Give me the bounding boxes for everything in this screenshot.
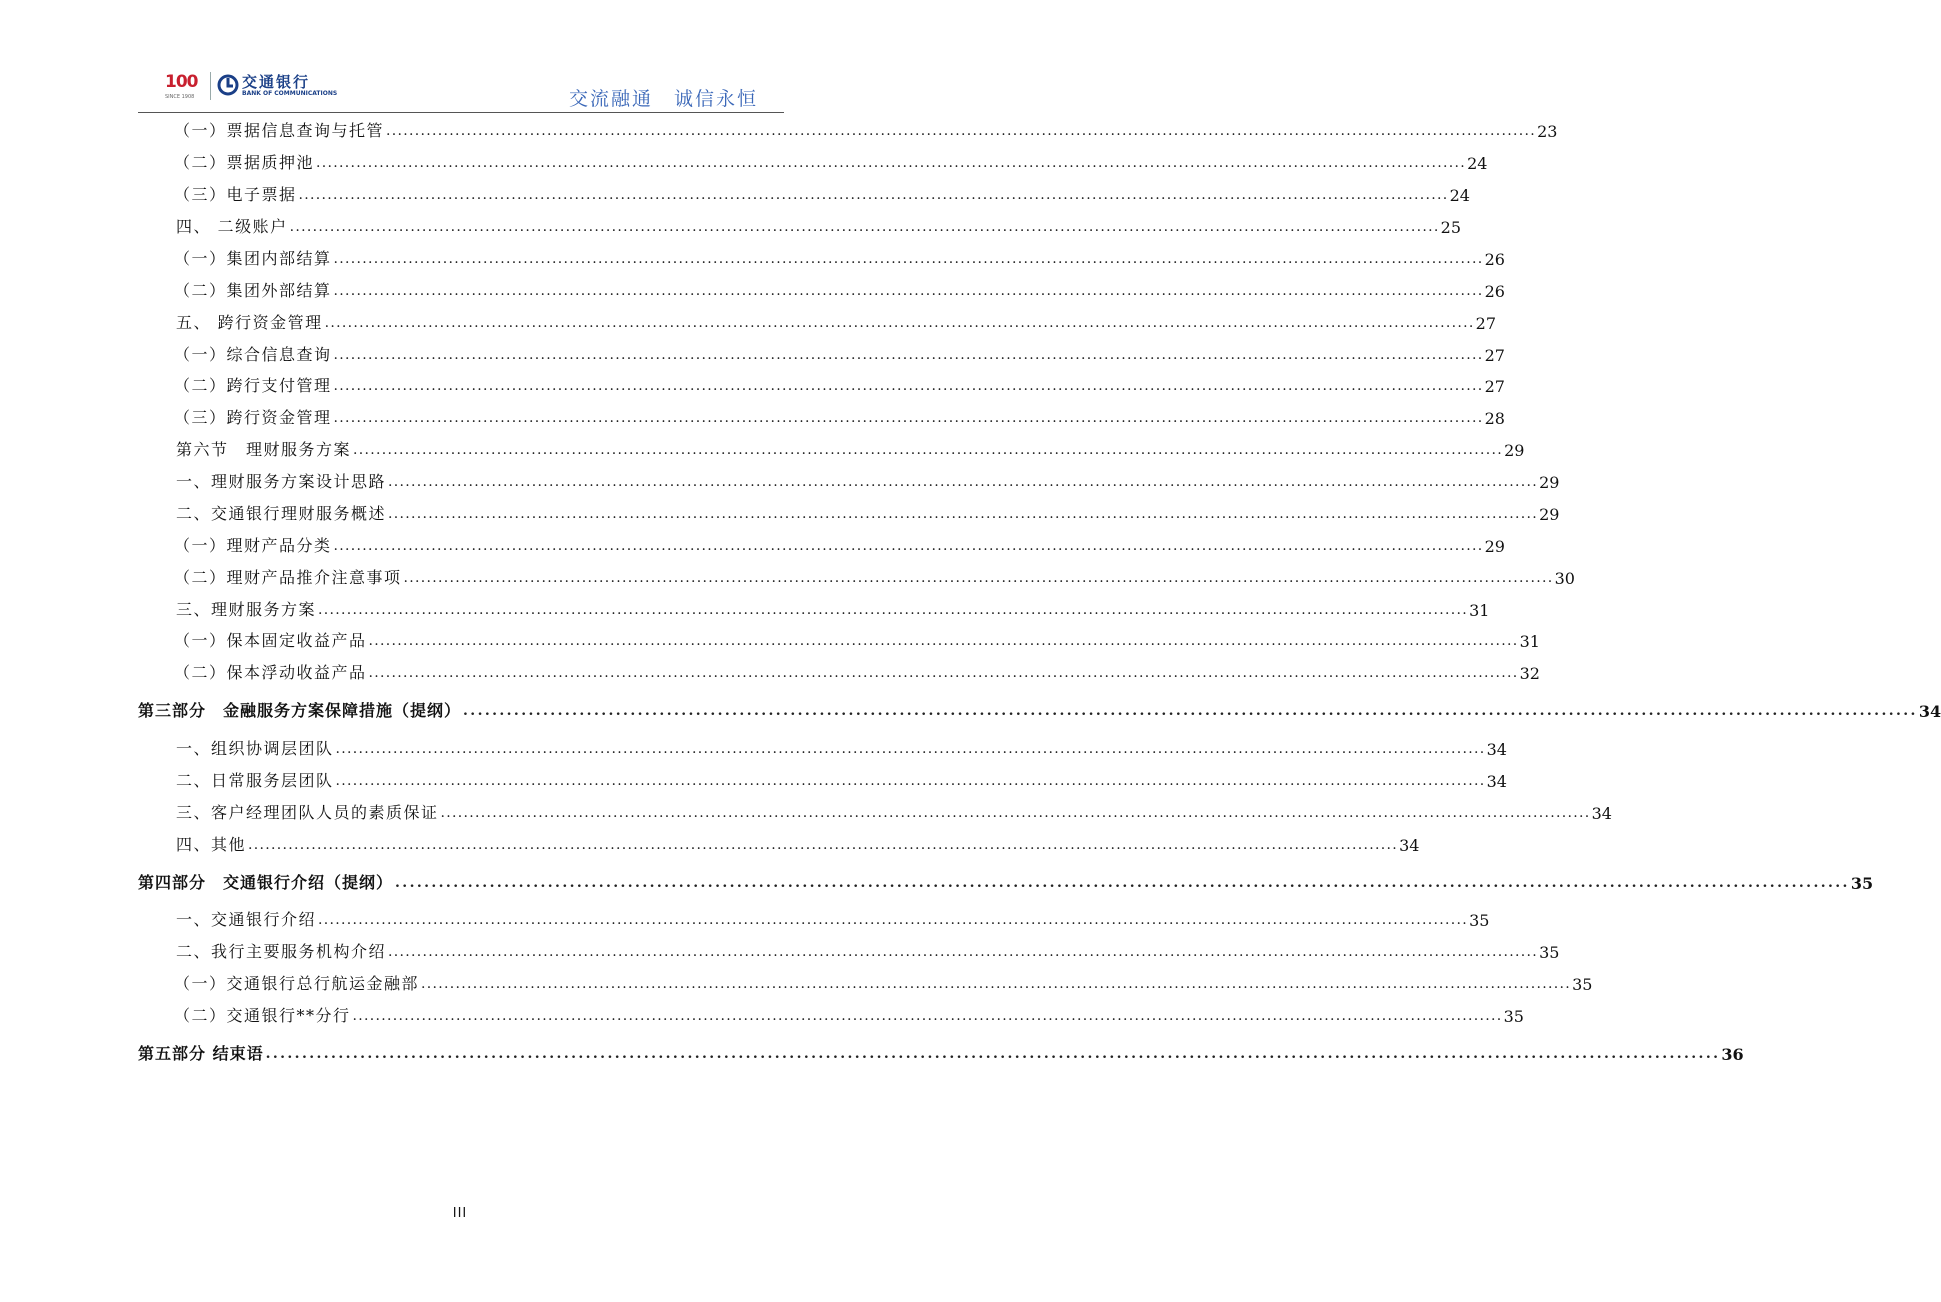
toc-entry-title: （一）综合信息查询 [174,345,332,364]
toc-entry[interactable] [138,179,1470,205]
toc-entry-title: 一、组织协调层团队 [176,739,334,758]
toc-entry-title: （二）票据质押池 [174,153,315,172]
toc-dot-leader: ........................................................................................................................................................................................................ [316,155,1467,171]
toc-entry[interactable] [138,307,1496,333]
toc-entry-title: （一）保本固定收益产品 [174,631,367,650]
toc-entry[interactable] [138,968,1593,994]
toc-entry-page: 28 [1484,409,1505,428]
toc-dot-leader: ........................................................................................................................................................................................................ [248,837,1399,853]
toc-entry-title: （一）集团内部结算 [174,249,332,268]
toc-dot-leader: ........................................................................................................................................................................................................ [318,912,1469,928]
toc-entry-page: 29 [1539,505,1560,524]
toc-entry-page: 24 [1467,154,1488,173]
toc-entry-title: （二）交通银行**分行 [174,1006,351,1025]
toc-entry[interactable] [138,243,1505,269]
toc-entry-title: 三、理财服务方案 [176,600,317,619]
toc-dot-leader: ........................................................................................................................................................................................................ [395,875,1850,891]
toc-entry[interactable] [138,829,1420,855]
toc-entry-page: 25 [1440,218,1461,237]
toc-entry-title: 四、 二级账户 [176,217,288,236]
toc-entry[interactable] [138,1000,1524,1026]
toc-entry[interactable] [138,211,1461,237]
toc-entry-page: 35 [1469,911,1490,930]
centennial-logo [165,72,205,104]
toc-entry[interactable] [138,904,1490,930]
toc-entry-page: 35 [1850,874,1874,893]
toc-entry-page: 35 [1572,975,1593,994]
bank-name-cn: 交通银行 [242,73,311,91]
toc-entry-page: 30 [1554,569,1575,588]
toc-entry[interactable] [138,797,1612,823]
page-header [138,62,784,114]
toc-entry-title: 第五部分 结束语 [138,1044,264,1063]
toc-entry-title: 二、我行主要服务机构介绍 [176,942,387,961]
toc-entry-title: （二）理财产品推介注意事项 [174,568,402,587]
header-rule [138,112,784,113]
toc-dot-leader: ........................................................................................................................................................................................................ [386,123,1537,139]
toc-entry[interactable] [138,434,1525,460]
toc-entry[interactable] [138,594,1490,620]
toc-entry-title: 一、理财服务方案设计思路 [176,472,387,491]
toc-dot-leader: ........................................................................................................................................................................................................ [368,633,1519,649]
toc-entry[interactable] [138,147,1488,173]
toc-entry-title: 三、客户经理团队人员的素质保证 [176,803,439,822]
toc-dot-leader: ........................................................................................................................................................................................................ [440,805,1591,821]
page-number: III [452,1206,468,1221]
toc-dot-leader: ........................................................................................................................................................................................................ [333,410,1484,426]
toc-entry[interactable] [138,115,1558,141]
toc-dot-leader: ........................................................................................................................................................................................................ [353,442,1504,458]
toc-entry-title: （一）理财产品分类 [174,536,332,555]
toc-entry-page: 34 [1399,836,1420,855]
toc-part-heading[interactable] [138,1038,1744,1064]
toc-dot-leader: ........................................................................................................................................................................................................ [388,944,1539,960]
toc-entry-page: 26 [1484,250,1505,269]
header-slogan: 交流融通 诚信永恒 [568,88,758,110]
toc-entry-page: 23 [1537,122,1558,141]
toc-entry[interactable] [138,733,1507,759]
toc-entry-title: 第六节 理财服务方案 [176,440,352,459]
toc-entry[interactable] [138,657,1540,683]
toc-dot-leader: ........................................................................................................................................................................................................ [333,283,1484,299]
toc-entry-page: 27 [1475,314,1496,333]
toc-entry-title: 二、日常服务层团队 [176,771,334,790]
toc-dot-leader: ........................................................................................................................................................................................................ [333,251,1484,267]
toc-entry-title: （二）跨行支付管理 [174,376,332,395]
toc-dot-leader: ........................................................................................................................................................................................................ [368,665,1519,681]
toc-entry[interactable] [138,466,1560,492]
centennial-digits: 100 [165,72,198,92]
toc-dot-leader: ........................................................................................................................................................................................................ [298,187,1449,203]
toc-dot-leader: ........................................................................................................................................................................................................ [265,1046,1721,1062]
toc-entry-title: 二、交通银行理财服务概述 [176,504,387,523]
logo-divider [210,72,211,100]
toc-entry-page: 26 [1484,282,1505,301]
toc-entry[interactable] [138,765,1507,791]
toc-entry-page: 34 [1918,702,1941,721]
toc-entry-page: 36 [1721,1045,1744,1064]
toc-dot-leader: ........................................................................................................................................................................................................ [289,219,1440,235]
toc-entry[interactable] [138,936,1560,962]
toc-part-heading[interactable] [138,695,1941,721]
toc-dot-leader: ........................................................................................................................................................................................................ [388,474,1539,490]
toc-entry-title: （三）电子票据 [174,185,297,204]
bocom-logo-icon [217,74,239,96]
toc-entry-page: 29 [1539,473,1560,492]
toc-entry[interactable] [138,370,1505,396]
toc-dot-leader: ........................................................................................................................................................................................................ [324,315,1475,331]
toc-dot-leader: ........................................................................................................................................................................................................ [352,1008,1503,1024]
toc-entry-title: 第三部分 金融服务方案保障措施（提纲） [138,701,462,720]
toc-entry-title: 一、交通银行介绍 [176,910,317,929]
toc-entry-title: （三）跨行资金管理 [174,408,332,427]
bank-name-en: BANK OF COMMUNICATIONS [242,90,338,97]
toc-entry-page: 29 [1504,441,1525,460]
toc-dot-leader: ........................................................................................................................................................................................................ [333,538,1484,554]
toc-entry-title: 第四部分 交通银行介绍（提纲） [138,873,394,892]
toc-entry-page: 35 [1503,1007,1524,1026]
toc-dot-leader: ........................................................................................................................................................................................................ [421,976,1572,992]
toc-entry-page: 29 [1484,537,1505,556]
toc-dot-leader: ........................................................................................................................................................................................................ [403,570,1554,586]
toc-entry-page: 27 [1484,377,1505,396]
toc-dot-leader: ........................................................................................................................................................................................................ [335,741,1486,757]
toc-dot-leader: ........................................................................................................................................................................................................ [335,773,1486,789]
toc-entry-page: 24 [1449,186,1470,205]
toc-dot-leader: ........................................................................................................................................................................................................ [463,703,1918,719]
toc-entry-title: （二）保本浮动收益产品 [174,663,367,682]
toc-dot-leader: ........................................................................................................................................................................................................ [333,347,1484,363]
toc-entry[interactable] [138,339,1505,365]
toc-entry-title: 四、其他 [176,835,247,854]
toc-entry-page: 32 [1519,664,1540,683]
toc-entry[interactable] [138,562,1575,588]
toc-dot-leader: ........................................................................................................................................................................................................ [318,602,1469,618]
toc-dot-leader: ........................................................................................................................................................................................................ [388,506,1539,522]
toc-entry-title: （一）交通银行总行航运金融部 [174,974,420,993]
toc-entry[interactable] [138,275,1505,301]
toc-entry-page: 35 [1539,943,1560,962]
toc-part-heading[interactable] [138,867,1874,893]
toc-entry-title: （二）集团外部结算 [174,281,332,300]
toc-entry-page: 34 [1486,772,1507,791]
toc-entry[interactable] [138,402,1505,428]
centennial-caption: SINCE 1908 [165,94,195,100]
toc-entry-page: 27 [1484,346,1505,365]
toc-entry-page: 31 [1469,601,1490,620]
toc-entry-title: 五、 跨行资金管理 [176,313,323,332]
toc-entry-page: 34 [1486,740,1507,759]
toc-entry[interactable] [138,625,1540,651]
toc-entry-page: 34 [1591,804,1612,823]
toc-entry[interactable] [138,498,1560,524]
toc-dot-leader: ........................................................................................................................................................................................................ [333,378,1484,394]
toc-entry-title: （一）票据信息查询与托管 [174,121,385,140]
toc-entry[interactable] [138,530,1505,556]
toc-entry-page: 31 [1519,632,1540,651]
